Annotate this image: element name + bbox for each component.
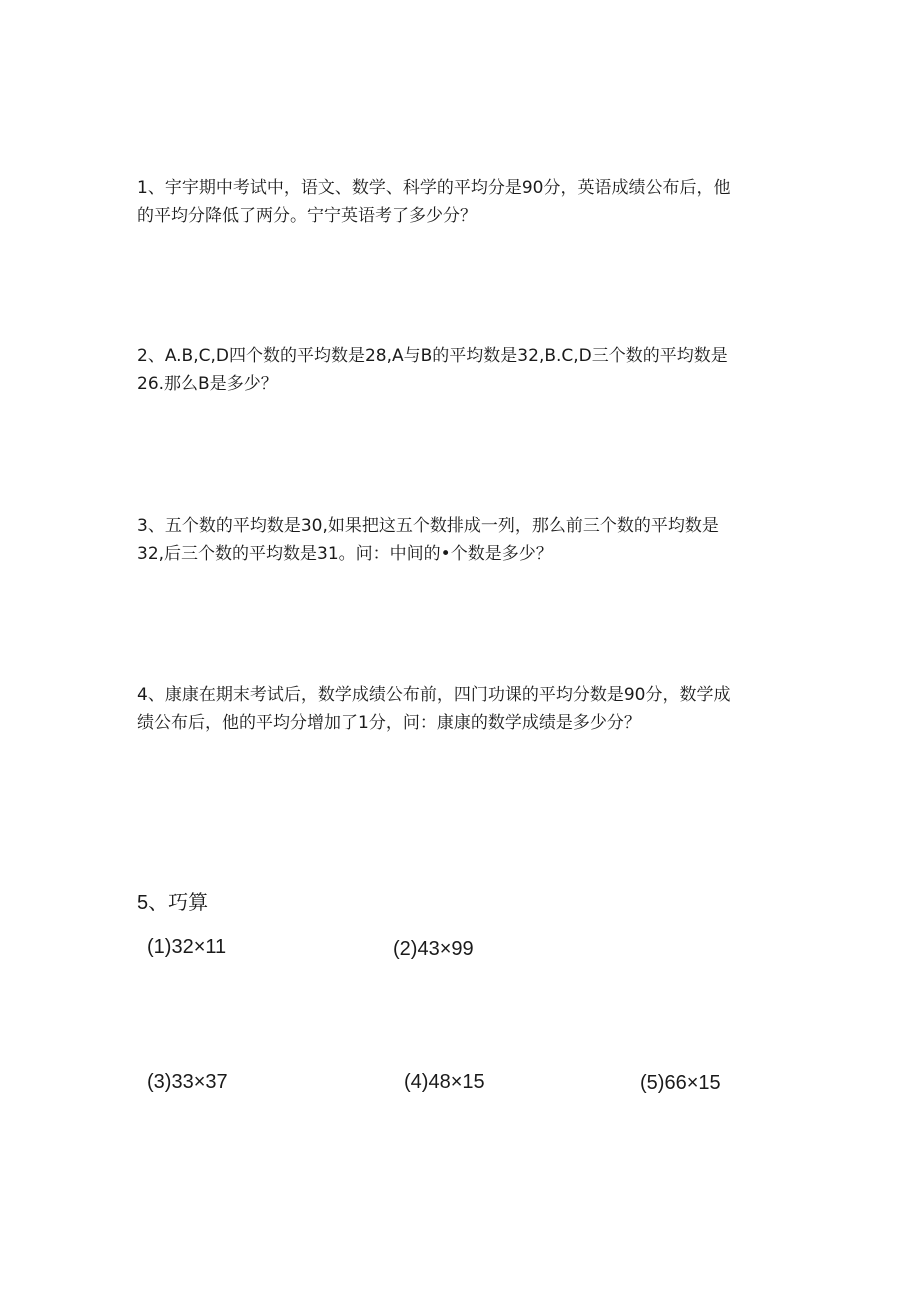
calc-item-4: (4)48×15 — [404, 1071, 485, 1093]
calc-item-5: (5)66×15 — [640, 1072, 721, 1094]
calc-item-1: (1)32×11 — [147, 936, 227, 958]
problem-4: 4、康康在期末考试后，数学成绩公布前，四门功课的平均分数是90分，数学成 绩公布后，他的平均分增加了1分，问：康康的数学成绩是多少分？ — [137, 685, 731, 733]
problem-2: 2、A.B,C,D四个数的平均数是28,A与B的平均数是32,B.C,D三个数的平均数是 26.那么B是多少？ — [137, 346, 728, 394]
calc-item-3: (3)33×37 — [147, 1071, 228, 1093]
problem-1: 1、宇宇期中考试中，语文、数学、科学的平均分是90分，英语成绩公布后，他 的平均分降低了两分。宁宁英语考了多少分？ — [137, 178, 731, 226]
calc-item-2: (2)43×99 — [393, 938, 474, 960]
section-5-heading: 5、巧算 — [137, 892, 209, 914]
problem-3: 3、五个数的平均数是30,如果把这五个数排成一列，那么前三个数的平均数是 32,后三个数的平均数是31。问：中间的•个数是多少？ — [137, 516, 719, 564]
